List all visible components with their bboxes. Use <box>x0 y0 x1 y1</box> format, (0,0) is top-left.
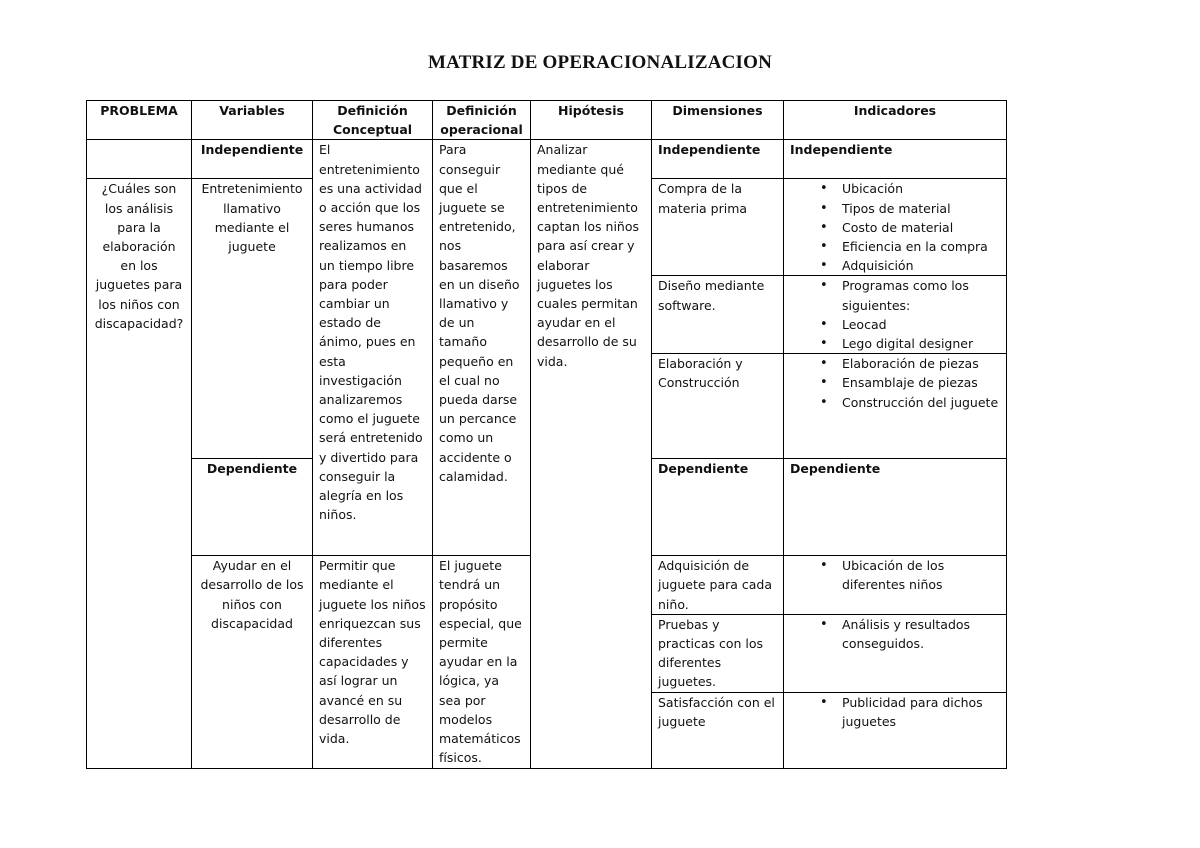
indicator-item: • Eficiencia en la compra <box>790 237 1000 256</box>
indicator-item: • Lego digital designer <box>790 334 1000 353</box>
header-dimensiones: Dimensiones <box>652 101 784 140</box>
dimension-elaboracion: Elaboración y Construcción <box>652 354 784 459</box>
indicator-item: • Ubicación de los diferentes niños <box>790 556 1000 594</box>
independiente-def-conceptual: El entretenimiento es una actividad o acción que los seres humanos realizamos en un tiempo libre para poder cambiar un estado de ánimo, pues en esta investigación analizaremos como el juguete será entretenido y divertido para conseguir la alegría en los niños. <box>313 140 433 556</box>
indicadores-pruebas <box>784 614 1007 692</box>
dependiente-variable-label: Dependiente <box>192 459 313 556</box>
independiente-indicador-label: Independiente <box>784 140 1007 179</box>
header-row <box>87 101 1007 140</box>
operationalization-matrix <box>86 100 1007 769</box>
indicator-item: • Publicidad para dichos juguetes <box>790 693 1000 731</box>
empty-problem-cell <box>87 140 192 179</box>
indicadores-compra <box>784 179 1007 276</box>
document-title: MATRIZ DE OPERACIONALIZACION <box>427 52 773 73</box>
hipotesis-cell: Analizar mediante qué tipos de entretenimiento captan los niños para así crear y elaborar juguetes los cuales permitan ayudar en el desarrollo de su vida. <box>531 140 652 768</box>
indicator-item: • Tipos de material <box>790 199 1000 218</box>
indicadores-elaboracion <box>784 354 1007 459</box>
indicator-item: • Adquisición <box>790 256 1000 275</box>
dependiente-dimension-label: Dependiente <box>652 459 784 556</box>
header-variables: Variables <box>192 101 313 140</box>
independiente-dimension-label: Independiente <box>652 140 784 179</box>
independiente-def-operacional: Para conseguir que el juguete se entretenido, nos basaremos en un diseño llamativo y de un tamaño pequeño en el cual no pueda darse un percance como un accidente o calamidad. <box>433 140 531 556</box>
header-problema: PROBLEMA <box>87 101 192 140</box>
dimension-diseno: Diseño mediante software. <box>652 276 784 354</box>
dimension-compra: Compra de la materia prima <box>652 179 784 276</box>
indicator-item: • Programas como los siguientes: <box>790 276 1000 314</box>
header-def-conceptual: Definición Conceptual <box>313 101 433 140</box>
indicator-item: • Ensamblaje de piezas <box>790 373 1000 392</box>
indicator-item: • Leocad <box>790 315 1000 334</box>
dimension-satisfaccion: Satisfacción con el juguete <box>652 692 784 768</box>
problema-cell: ¿Cuáles son los análisis para la elaboración en los juguetes para los niños con discapacidad? <box>87 179 192 768</box>
dimension-pruebas: Pruebas y practicas con los diferentes juguetes. <box>652 614 784 692</box>
header-def-operacional: Definición operacional <box>433 101 531 140</box>
indicator-item: • Elaboración de piezas <box>790 354 1000 373</box>
dependiente-indicador-label: Dependiente <box>784 459 1007 556</box>
dimension-adquisicion: Adquisición de juguete para cada niño. <box>652 556 784 615</box>
indicadores-satisfaccion <box>784 692 1007 768</box>
independiente-variable: Entretenimiento llamativo mediante el juguete <box>192 179 313 459</box>
dependiente-def-conceptual: Permitir que mediante el juguete los niños enriquezcan sus diferentes capacidades y así lograr un avancé en su desarrollo de vida. <box>313 556 433 769</box>
dependiente-variable: Ayudar en el desarrollo de los niños con discapacidad <box>192 556 313 769</box>
indicator-item: • Análisis y resultados conseguidos. <box>790 615 1000 653</box>
indicator-item: • Ubicación <box>790 179 1000 198</box>
indicator-item: • Construcción del juguete <box>790 393 1000 412</box>
indicadores-diseno <box>784 276 1007 354</box>
dependiente-def-operacional: El juguete tendrá un propósito especial, que permite ayudar en la lógica, ya sea por modelos matemáticos físicos. <box>433 556 531 769</box>
indicator-item: • Costo de material <box>790 218 1000 237</box>
header-hipotesis: Hipótesis <box>531 101 652 140</box>
independiente-variable-label: Independiente <box>192 140 313 179</box>
header-indicadores: Indicadores <box>784 101 1007 140</box>
indicadores-adquisicion <box>784 556 1007 615</box>
independiente-label-row <box>87 140 1007 179</box>
